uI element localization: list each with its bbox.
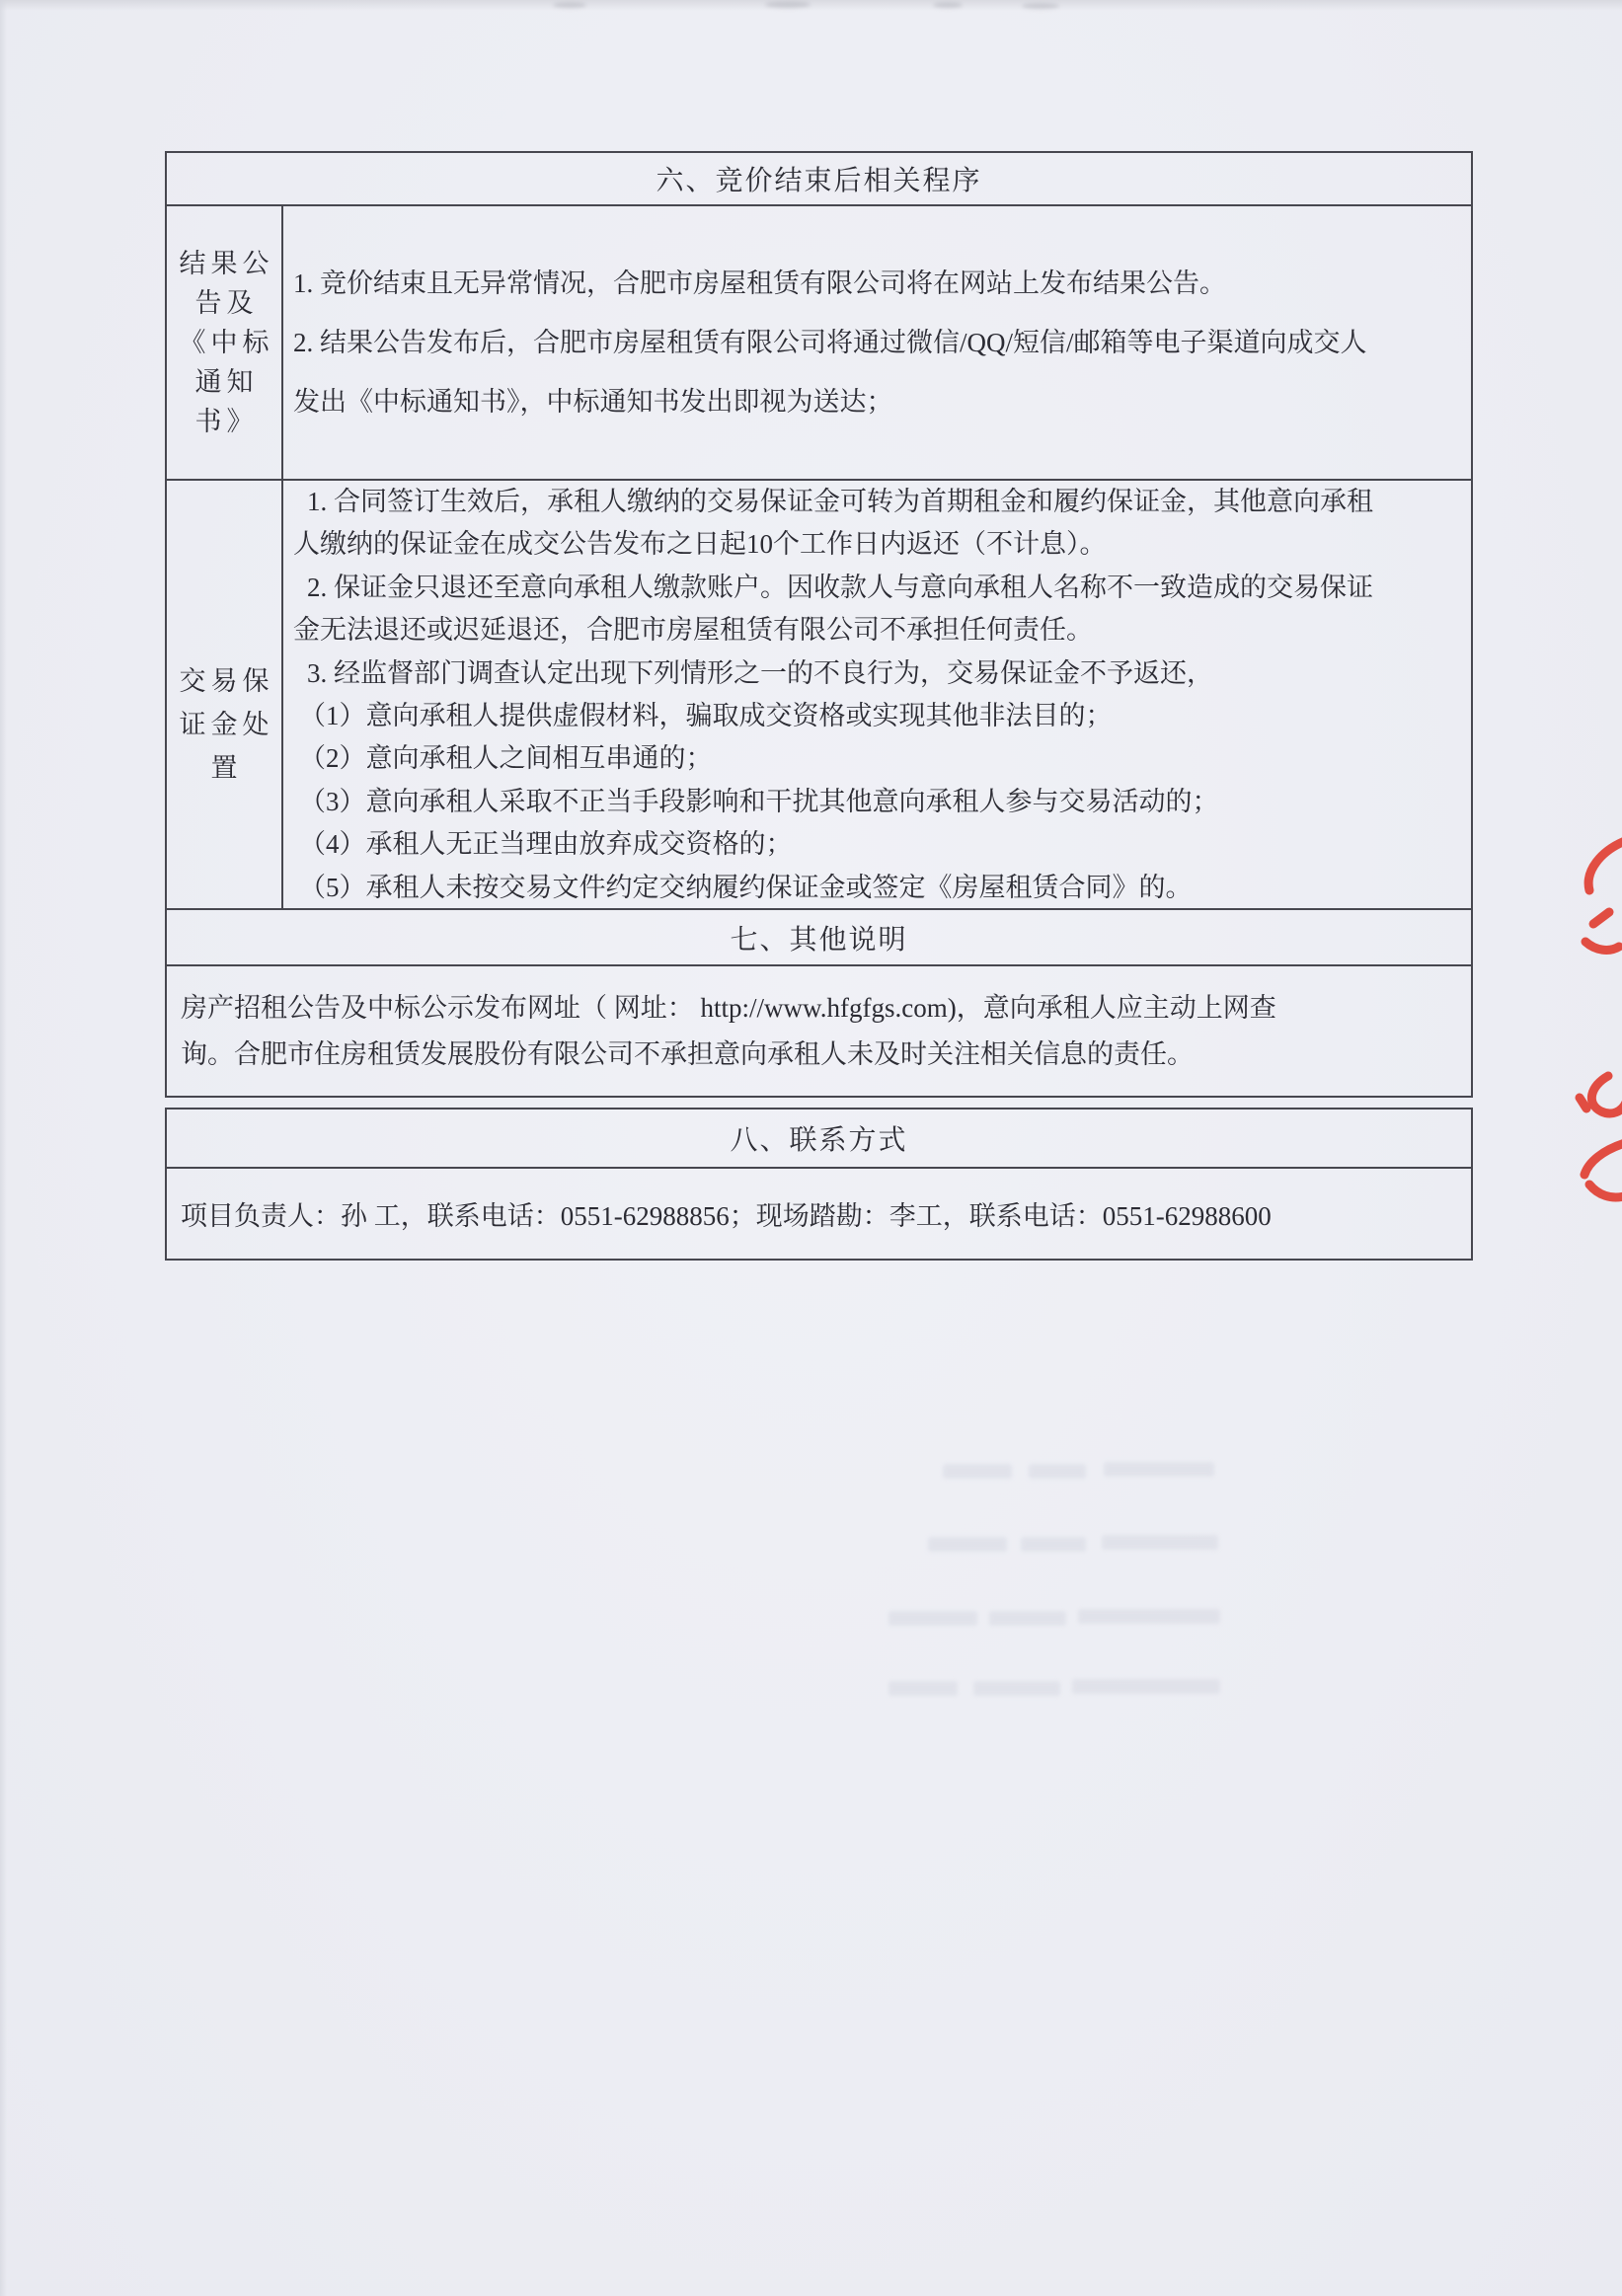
section7-header (167, 910, 1471, 966)
content-line: 发出《中标通知书》，中标通知书发出即视为送达； (293, 387, 893, 417)
section6-title: 六、竞价结束后相关程序 (656, 166, 982, 196)
result-announcement-content (283, 206, 1471, 479)
content-line: 金无法退还或迟延退还，合肥市房屋租赁有限公司不承担任何责任。 (293, 615, 1093, 646)
deposit-handling-label: 交易保 证金处 置 (167, 481, 283, 908)
deposit-handling-content (283, 481, 1471, 908)
content-line: （3）意向承租人采取不正当手段影响和干扰其他意向承租人参与交易活动的； (299, 786, 1219, 816)
scan-speck (765, 1, 811, 8)
deposit-handling-row (167, 481, 1471, 910)
scan-top-edge-artifact (0, 0, 1622, 12)
content-line: 1. 竞价结束且无异常情况，合肥市房屋租赁有限公司将在网站上发布结果公告。 (293, 268, 1226, 298)
content-line: 2. 保证金只退还至意向承租人缴款账户。因收款人与意向承租人名称不一致造成的交易保证 (307, 572, 1373, 602)
content-line: （1）意向承租人提供虚假材料，骗取成交资格或实现其他非法目的； (299, 701, 1113, 731)
result-announcement-row (167, 206, 1471, 481)
scan-left-edge-artifact (0, 0, 7, 2296)
content-line: （2）意向承租人之间相互串通的； (299, 743, 713, 774)
content-line: 房产招租公告及中标公示发布网址（ 网址： http://www.hfgfgs.com)，意向承租人应主动上网查 (181, 992, 1276, 1023)
contact-info-row (167, 1169, 1471, 1259)
other-notes-content (167, 966, 1471, 1096)
scan-speck (553, 2, 586, 8)
section8-title: 八、联系方式 (730, 1125, 908, 1156)
content-line: （5）承租人未按交易文件约定交纳履约保证金或签定《房屋租赁合同》的。 (299, 872, 1193, 902)
content-line: 1. 合同签订生效后，承租人缴纳的交易保证金可转为首期租金和履约保证金，其他意向承租 (307, 487, 1373, 516)
content-line: 询。合肥市住房租赁发展股份有限公司不承担意向承租人未及时关注相关信息的责任。 (181, 1038, 1194, 1069)
scan-speck (1022, 3, 1059, 9)
section7-title: 七、其他说明 (730, 924, 908, 956)
section8-header (167, 1110, 1471, 1169)
content-line: 人缴纳的保证金在成交公告发布之日起10个工作日内返还（不计息）。 (293, 529, 1107, 560)
content-line: 2. 结果公告发布后，合肥市房屋租赁有限公司将通过微信/QQ/短信/邮箱等电子渠道向成交人 (293, 328, 1367, 357)
result-announcement-label: 结果公 告及 《中标 通知 书》 (167, 206, 283, 479)
contact-table (165, 1108, 1473, 1261)
content-line: （4）承租人无正当理由放弃成交资格的； (299, 829, 793, 860)
section6-header (167, 153, 1471, 206)
procedures-table (165, 151, 1473, 1098)
contact-line: 项目负责人：孙 工，联系电话：0551-62988856；现场踏勘：李工，联系电话：0551-62988600 (181, 1201, 1272, 1231)
scan-speck (933, 2, 963, 8)
content-line: 3. 经监督部门调查认定出现下列情形之一的不良行为，交易保证金不予返还， (307, 657, 1213, 688)
